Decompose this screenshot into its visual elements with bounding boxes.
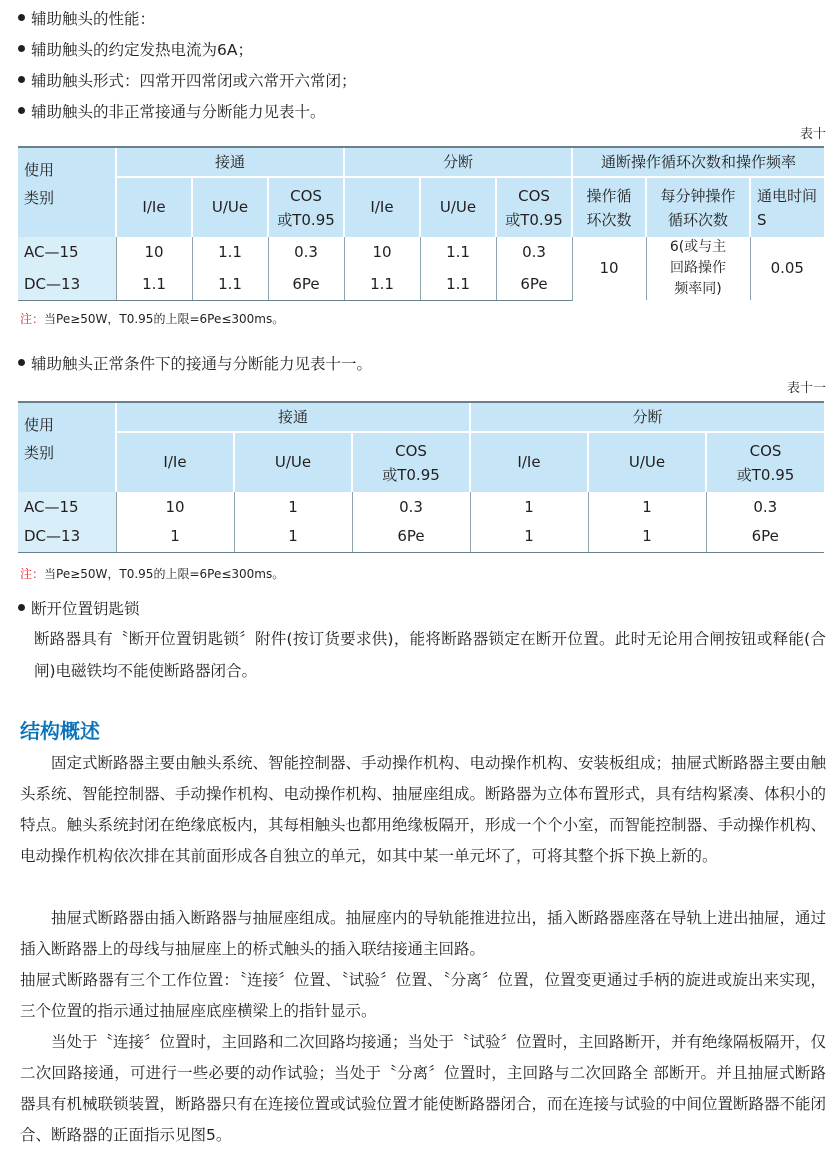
table-cell: 1.1	[420, 237, 496, 269]
table-cell: 6Pe	[706, 522, 824, 552]
table-cell: 1	[116, 522, 234, 552]
table10-row-cat: AC—15	[18, 237, 116, 269]
on-time-line: S	[757, 210, 767, 229]
cos-line: COS	[749, 441, 782, 460]
cos-line: 或T0.95	[382, 465, 440, 484]
table10-ops-count	[572, 177, 646, 237]
table-cell: 6Pe	[268, 269, 344, 301]
table-cell: 1.1	[192, 237, 268, 269]
table-row	[18, 522, 824, 552]
ops-count-line: 环次数	[586, 210, 632, 229]
table10-ops-per-min-value	[646, 237, 750, 300]
table10-on-time	[750, 177, 824, 237]
note-label: 注：	[20, 312, 45, 326]
table10-break-cos	[496, 177, 572, 237]
note-text: 当Pe≥50W，T0.95的上限=6Pe≤300ms。	[44, 567, 285, 581]
ops-per-min-value-line: 频率同)	[674, 281, 722, 297]
cos-line: COS	[395, 441, 427, 460]
bullet-text: 断开位置钥匙锁	[31, 600, 140, 618]
table11-note	[20, 565, 284, 582]
table11-break-ue: U/Ue	[588, 432, 706, 492]
bullet-normal-capacity	[18, 353, 372, 375]
table-cell: 1.1	[344, 269, 420, 301]
table-cell: 1	[470, 492, 588, 522]
bullet-text: 辅助触头的性能：	[31, 10, 156, 28]
ops-per-min-line: 每分钟操作	[660, 186, 736, 205]
table-cell: 6Pe	[352, 522, 470, 552]
bullet-dot-icon	[18, 14, 25, 21]
on-time-line: 通电时间	[757, 186, 818, 205]
table-cell: 1.1	[192, 269, 268, 301]
table10-group-ops: 通断操作循环次数和操作频率	[572, 147, 824, 177]
note-text: 当Pe≥50W，T0.95的上限=6Pe≤300ms。	[44, 312, 285, 326]
table-cell: 10	[344, 237, 420, 269]
table11-make-ue: U/Ue	[234, 432, 352, 492]
cat-header-line: 使用	[24, 161, 55, 179]
table11-label: 表十一	[786, 381, 826, 396]
table-row	[18, 237, 824, 269]
table10-ops-per-min	[646, 177, 750, 237]
section-paragraph-4: 当处于〝连接〞位置时，主回路和二次回路均接通；当处于〝试验〞位置时，主回路断开，并有绝缘隔板隔开，仅二次回路接通，可进行一些必要的动作试验；当处于〝分离〞位置时，主回路与二次回路全 部断开。并且抽屉式断路器具有机械联锁装置，断路器只有在连接位置或试验位置才能使断路器闭合，而在连接与试验的中间位置断路器不能闭合、断路器的正面指示见图5。	[20, 1033, 827, 1144]
cat-header-line: 使用	[24, 416, 55, 434]
table11-make-ie: I/Ie	[116, 432, 234, 492]
table10-category-header	[18, 147, 116, 237]
bullet-performance	[18, 8, 155, 30]
table10-row-cat: DC—13	[18, 269, 116, 301]
table-cell: 1	[470, 522, 588, 552]
table11-row-cat: DC—13	[18, 522, 116, 552]
table-cell: 0.3	[352, 492, 470, 522]
table10-break-ue: U/Ue	[420, 177, 496, 237]
table10-make-ue: U/Ue	[192, 177, 268, 237]
cat-header-line: 类别	[24, 444, 55, 462]
bullet-dot-icon	[18, 107, 25, 114]
table-cell: 1	[588, 522, 706, 552]
table-cell: 1	[234, 492, 352, 522]
table-cell: 0.3	[496, 237, 572, 269]
bullet-text: 辅助触头正常条件下的接通与分断能力见表十一。	[31, 355, 373, 373]
cos-line: 或T0.95	[736, 465, 795, 484]
section-paragraph-3: 抽屉式断路器有三个工作位置：〝连接〞位置、〝试验〞位置、〝分离〞位置，位置变更通过手柄的旋进或旋出来实现，三个位置的指示通过抽屉座底座横梁上的指针显示。	[20, 971, 826, 1020]
table11	[18, 401, 824, 553]
table-cell: 1.1	[116, 269, 192, 301]
table-cell: 1.1	[420, 269, 496, 301]
table11-break-ie: I/Ie	[470, 432, 588, 492]
table-cell: 0.3	[706, 492, 824, 522]
table10-break-ie: I/Ie	[344, 177, 420, 237]
table10-ops-count-value: 10	[572, 237, 646, 300]
table-cell: 10	[116, 237, 192, 269]
table-cell: 0.3	[268, 237, 344, 269]
bullet-contact-form	[18, 70, 357, 92]
ops-per-min-value-line: 回路操作	[670, 260, 726, 276]
lock-description: 断路器具有〝断开位置钥匙锁〞附件(按订货要求供)，能将断路器锁定在断开位置。此时无论用合闸按钮或释能(合闸)电磁铁均不能使断路器闭合。	[34, 630, 826, 680]
bullet-key-lock	[18, 598, 140, 620]
table10-on-time-value: 0.05	[750, 237, 824, 300]
cos-line: 或T0.95	[277, 210, 335, 229]
note-label: 注：	[20, 567, 45, 581]
table11-group-make: 接通	[116, 402, 470, 432]
cat-header-line: 类别	[24, 189, 55, 207]
bullet-text: 辅助触头的非正常接通与分断能力见表十。	[31, 103, 326, 121]
cos-line: COS	[290, 186, 322, 205]
bullet-abnormal-capacity	[18, 101, 326, 123]
table10-label: 表十	[799, 127, 826, 142]
section-title: 结构概述	[20, 719, 100, 743]
table10-group-make: 接通	[116, 147, 344, 177]
section-paragraph-2: 抽屉式断路器由插入断路器与抽屉座组成。抽屉座内的导轨能推进拉出，插入断路器座落在导轨上进出抽屉，通过插入断路器上的母线与抽屉座上的桥式触头的插入联结接通主回路。	[20, 909, 827, 958]
bullet-text: 辅助触头形式：四常开四常闭或六常开六常闭；	[31, 72, 357, 90]
ops-per-min-value-line: 6(或与主	[669, 239, 727, 255]
table-row	[18, 492, 824, 522]
table-cell: 1	[234, 522, 352, 552]
table10-make-ie: I/Ie	[116, 177, 192, 237]
table10-note	[20, 310, 284, 327]
ops-count-line: 操作循	[586, 186, 632, 205]
bullet-thermal-current	[18, 39, 253, 61]
bullet-text: 辅助触头的约定发热电流为6A；	[31, 41, 253, 59]
table11-group-break: 分断	[470, 402, 824, 432]
table10-make-cos	[268, 177, 344, 237]
table10-group-break: 分断	[344, 147, 572, 177]
bullet-dot-icon	[18, 76, 25, 83]
table-cell: 10	[116, 492, 234, 522]
table11-break-cos	[706, 432, 824, 492]
table11-row-cat: AC—15	[18, 492, 116, 522]
section-paragraph-1: 固定式断路器主要由触头系统、智能控制器、手动操作机构、电动操作机构、安装板组成；抽屉式断路器主要由触头系统、智能控制器、手动操作机构、电动操作机构、抽屉座组成。断路器为立体布置形式，具有结构紧凑、体积小的特点。触头系统封闭在绝缘底板内，其每相触头也都用绝缘板隔开，形成一个个小室，而智能控制器、手动操作机构、电动操作机构依次排在其前面形成各自独立的单元，如其中某一单元坏了，可将其整个拆下换上新的。	[20, 754, 827, 865]
cos-line: 或T0.95	[505, 210, 563, 229]
table-cell: 1	[588, 492, 706, 522]
table10	[18, 146, 824, 301]
cos-line: COS	[518, 186, 550, 205]
bullet-dot-icon	[18, 359, 25, 366]
table11-category-header	[18, 402, 116, 492]
bullet-dot-icon	[18, 45, 25, 52]
ops-per-min-line: 循环次数	[667, 210, 728, 229]
table-cell: 6Pe	[496, 269, 572, 301]
bullet-dot-icon	[18, 604, 25, 611]
table11-make-cos	[352, 432, 470, 492]
